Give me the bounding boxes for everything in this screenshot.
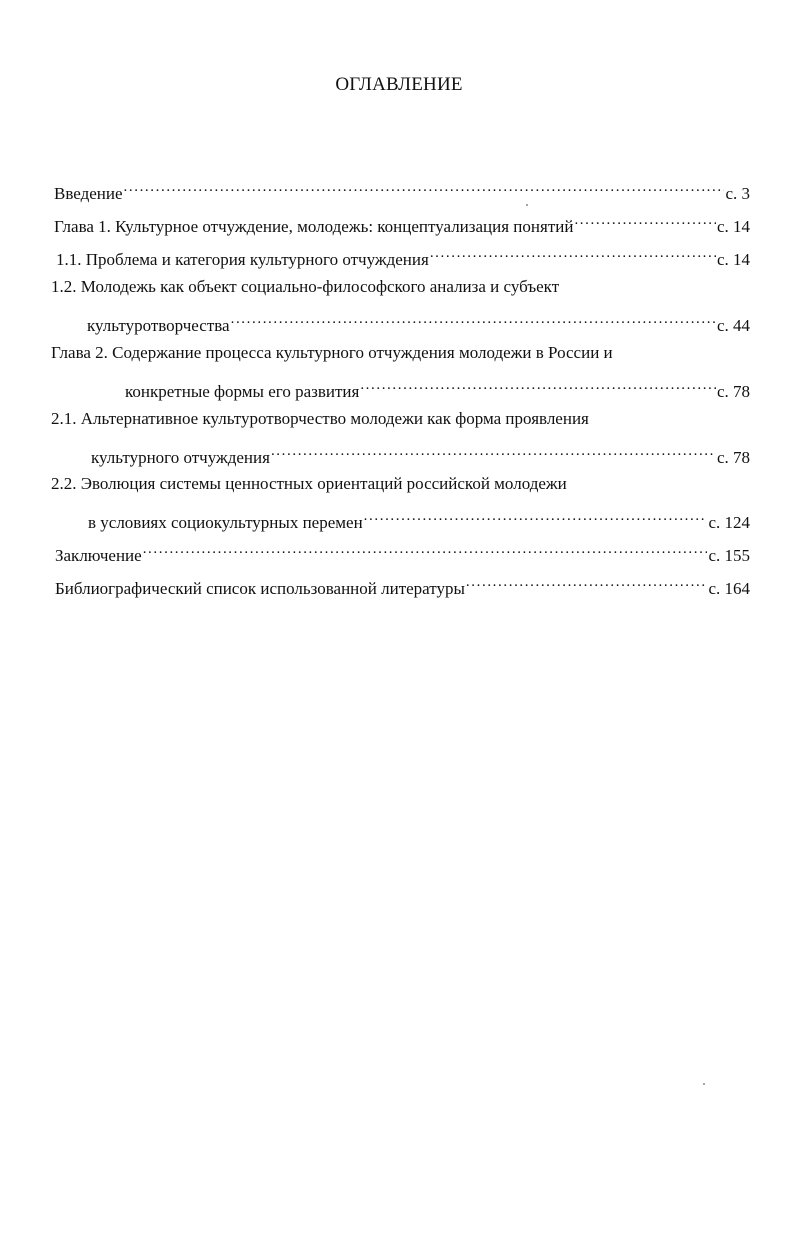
toc-entry-page: с. 14 — [716, 250, 750, 269]
toc-leader-dots — [143, 539, 708, 561]
toc-entry-section-2-1-line1: 2.1. Альтернативное культуротворчество молодежи как форма проявления — [51, 409, 589, 428]
toc-leader-dots — [466, 572, 708, 594]
toc-entry-page: с. 164 — [708, 579, 750, 598]
toc-entry-title: Глава 1. Культурное отчуждение, молодежь: концептуализация понятий — [54, 217, 574, 236]
toc-entry-page: с. 14 — [716, 217, 750, 236]
toc-entry-page: с. 78 — [716, 448, 750, 467]
toc-entry-section-1-2 — [87, 309, 750, 337]
toc-entry-section-1-1 — [56, 243, 750, 271]
toc-entry-title: в условиях социокультурных перемен — [88, 513, 363, 532]
toc-entry-section-2-2 — [88, 506, 750, 534]
toc-entry-section-2-2-line1: 2.2. Эволюция системы ценностных ориентаций российской молодежи — [51, 474, 567, 493]
scan-speck — [703, 1083, 705, 1085]
toc-entry-page: с. 44 — [716, 316, 750, 335]
toc-leader-dots — [430, 243, 716, 265]
toc-entry-title: культуротворчества — [87, 316, 230, 335]
toc-entry-title: конкретные формы его развития — [125, 382, 360, 401]
toc-entry-title: Библиографический список использованной литературы — [55, 579, 465, 598]
toc-entry-page: с. 155 — [708, 546, 750, 565]
toc-leader-dots — [271, 441, 716, 463]
scan-speck — [526, 204, 528, 206]
toc-leader-dots — [364, 506, 708, 528]
toc-entry-title: Заключение — [55, 546, 142, 565]
toc-entry-title: 1.1. Проблема и категория культурного отчуждения — [56, 250, 429, 269]
toc-entry-title: Введение — [54, 184, 123, 203]
toc-leader-dots — [231, 309, 716, 331]
toc-entry-bibliography — [55, 572, 750, 600]
toc-leader-dots — [124, 177, 725, 199]
toc-entry-page: с. 78 — [716, 382, 750, 401]
toc-leader-dots — [360, 375, 716, 397]
toc-entry-page: с. 3 — [725, 184, 750, 203]
toc-entry-section-1-2-line1: 1.2. Молодежь как объект социально-философского анализа и субъект — [51, 277, 560, 296]
toc-entry-chapter-2-line1: Глава 2. Содержание процесса культурного отчуждения молодежи в России и — [51, 343, 613, 362]
toc-entry-title: культурного отчуждения — [91, 448, 270, 467]
toc-leader-dots — [574, 210, 716, 232]
toc-entry-conclusion — [55, 539, 750, 567]
toc-entry-page: с. 124 — [708, 513, 750, 532]
toc-entry-introduction — [54, 177, 750, 205]
page-title: ОГЛАВЛЕНИЕ — [335, 74, 463, 95]
toc-entry-chapter-1 — [54, 210, 750, 238]
toc-entry-section-2-1 — [91, 441, 750, 469]
toc-entry-chapter-2 — [125, 375, 750, 403]
